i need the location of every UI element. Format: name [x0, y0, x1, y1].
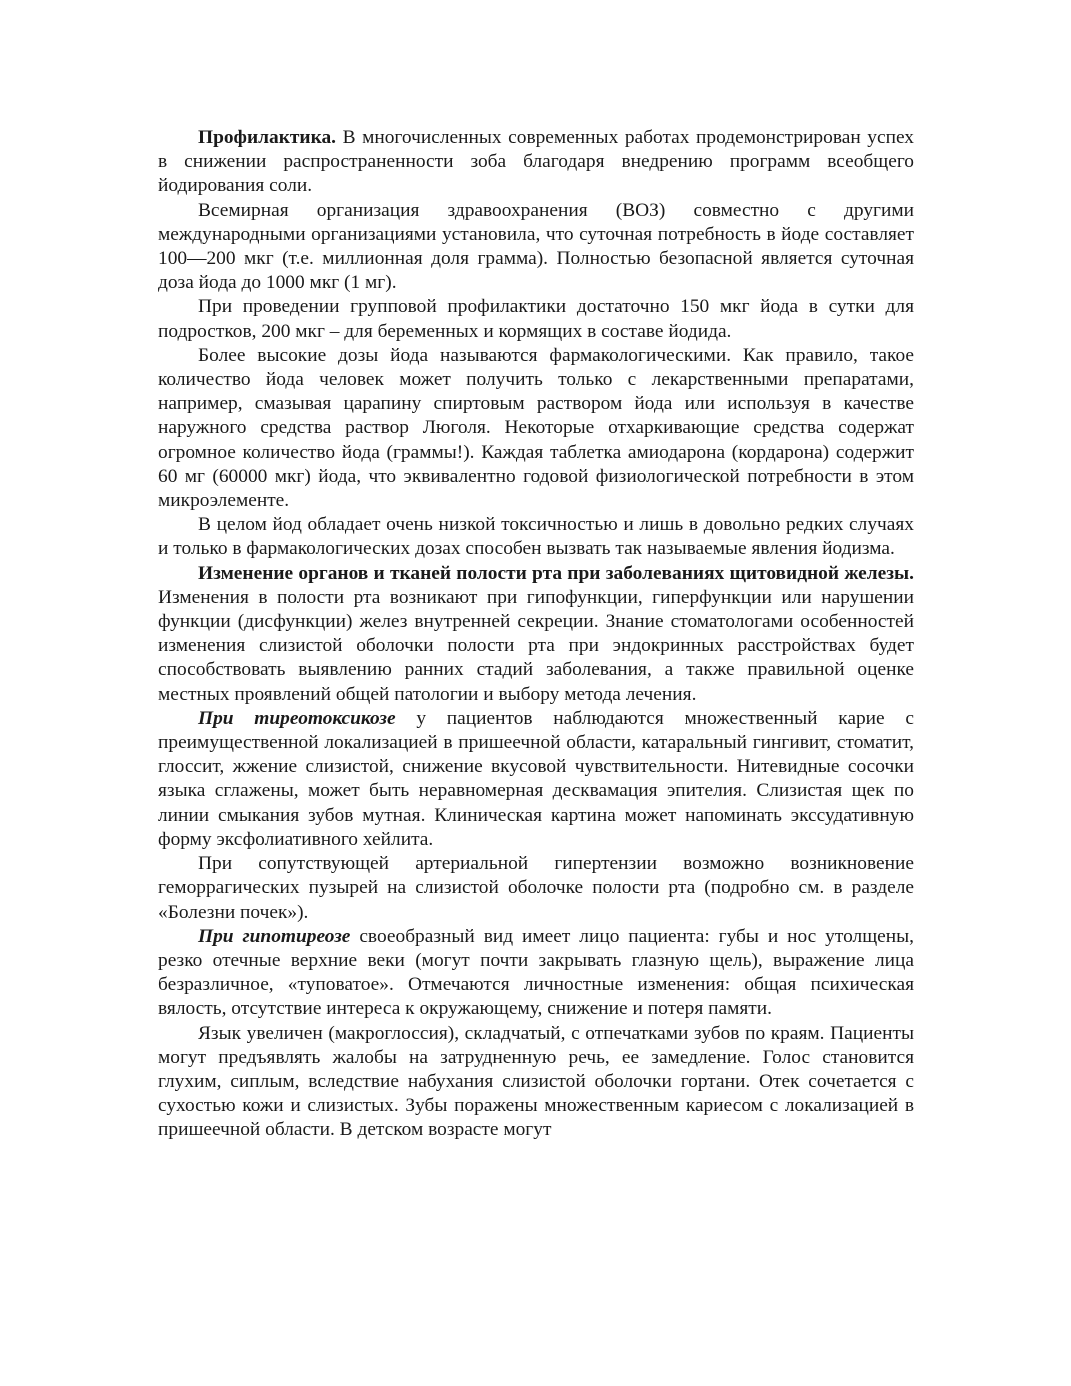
paragraph-text: Язык увеличен (макроглоссия), складчатый, с отпечатками зубов по краям. Пациенты могут предъявлять жалобы на затрудненную речь, ее замедление. Голос становится глухим, сиплым, вследствие набухания слизистой оболочки гортани. Отек сочетается с сухостью кожи и слизистых. Зубы поражены множественным кариесом с локализацией в пришеечной области. В детском возрасте могут: [158, 1022, 914, 1141]
paragraph-macroglossia: [158, 1022, 914, 1143]
paragraph-heading: При тиреотоксикозе: [198, 707, 396, 729]
paragraph-text: В многочисленных современных работах продемонстрирован успех в снижении распространенности зоба благодаря внедрению программ всеобщего йодирования соли.: [158, 127, 914, 197]
paragraph-heading: При гипотиреозе: [198, 925, 351, 947]
paragraph-text: Изменения в полости рта возникают при гипофункции, гиперфункции или нарушении функции (дисфункции) желез внутренней секреции. Знание стоматологами особенностей изменения слизистой оболочки полости рта при эндокринных расстройствах будет способствовать выявлению ранних стадий заболевания, а также правильной оценке местных проявлений общей патологии и выбору метода лечения.: [158, 586, 914, 705]
paragraph-group-prophylaxis: [158, 295, 914, 343]
document-page: [158, 126, 914, 1143]
paragraph-text: у пациентов наблюдаются множественный карие с преимущественной локализацией в пришеечной области, катаральный гингивит, стоматит, глоссит, жжение слизистой, снижение вкусовой чувствительности. Нитевидные сосочки языка сглажены, может быть неравномерная десквамация эпителия. Слизистая щек по линии смыкания зубов мутная. Клиническая картина может напоминать экссудативную форму эксфолиативного хейлита.: [158, 707, 914, 850]
paragraph-hypothyroidism: [158, 925, 914, 1022]
paragraph-heading: Профилактика.: [198, 127, 337, 148]
paragraph-text: Всемирная организация здравоохранения (ВОЗ) совместно с другими международными организациями установила, что суточная потребность в йоде составляет 100—200 мкг (т.е. миллионная доля грамма). Полностью безопасной является суточная доза йода до 1000 мкг (1 мг).: [158, 199, 914, 294]
paragraph-heading: Изменение органов и тканей полости рта при заболеваниях щитовидной железы.: [198, 562, 914, 584]
paragraph-text: Более высокие дозы йода называются фармакологическими. Как правило, такое количество йода человек может получить только с лекарственными препаратами, например, смазывая царапину спиртовым раствором йода или используя в качестве наружного средства раствор Люголя. Некоторые отхаркивающие средства содержат огромное количество йода (граммы!). Каждая таблетка амиодарона (кордарона) содержит 60 мг (60000 мкг) йода, что эквивалентно годовой физиологической потребности в этом микроэлементе.: [158, 344, 914, 512]
paragraph-pharmacological-doses: [158, 344, 914, 513]
paragraph-prophylaxis: [158, 126, 914, 199]
paragraph-who-recommendation: [158, 199, 914, 296]
paragraph-text: своеобразный вид имеет лицо пациента: губы и нос утолщены, резко отечные верхние веки (могут почти закрывать глазную щель), выражение лица безразличное, «туповатое». Отмечаются личностные изменения: общая психическая вялость, отсутствие интереса к окружающему, снижение и потеря памяти.: [158, 925, 915, 1020]
paragraph-hypertension: [158, 852, 914, 925]
paragraph-text: При проведении групповой профилактики достаточно 150 мкг йода в сутки для подростков, 200 мкг – для беременных и кормящих в составе йодида.: [158, 296, 914, 342]
paragraph-thyrotoxicosis: [158, 707, 914, 852]
paragraph-text: В целом йод обладает очень низкой токсичностью и лишь в довольно редких случаях и только в фармакологических дозах способен вызвать так называемые явления йодизма.: [158, 514, 914, 560]
paragraph-text: При сопутствующей артериальной гипертензии возможно возникновение геморрагических пузырей на слизистой оболочке полости рта (подробно см. в разделе «Болезни почек»).: [158, 853, 914, 923]
paragraph-oral-changes: [158, 562, 914, 707]
paragraph-toxicity: [158, 513, 914, 561]
